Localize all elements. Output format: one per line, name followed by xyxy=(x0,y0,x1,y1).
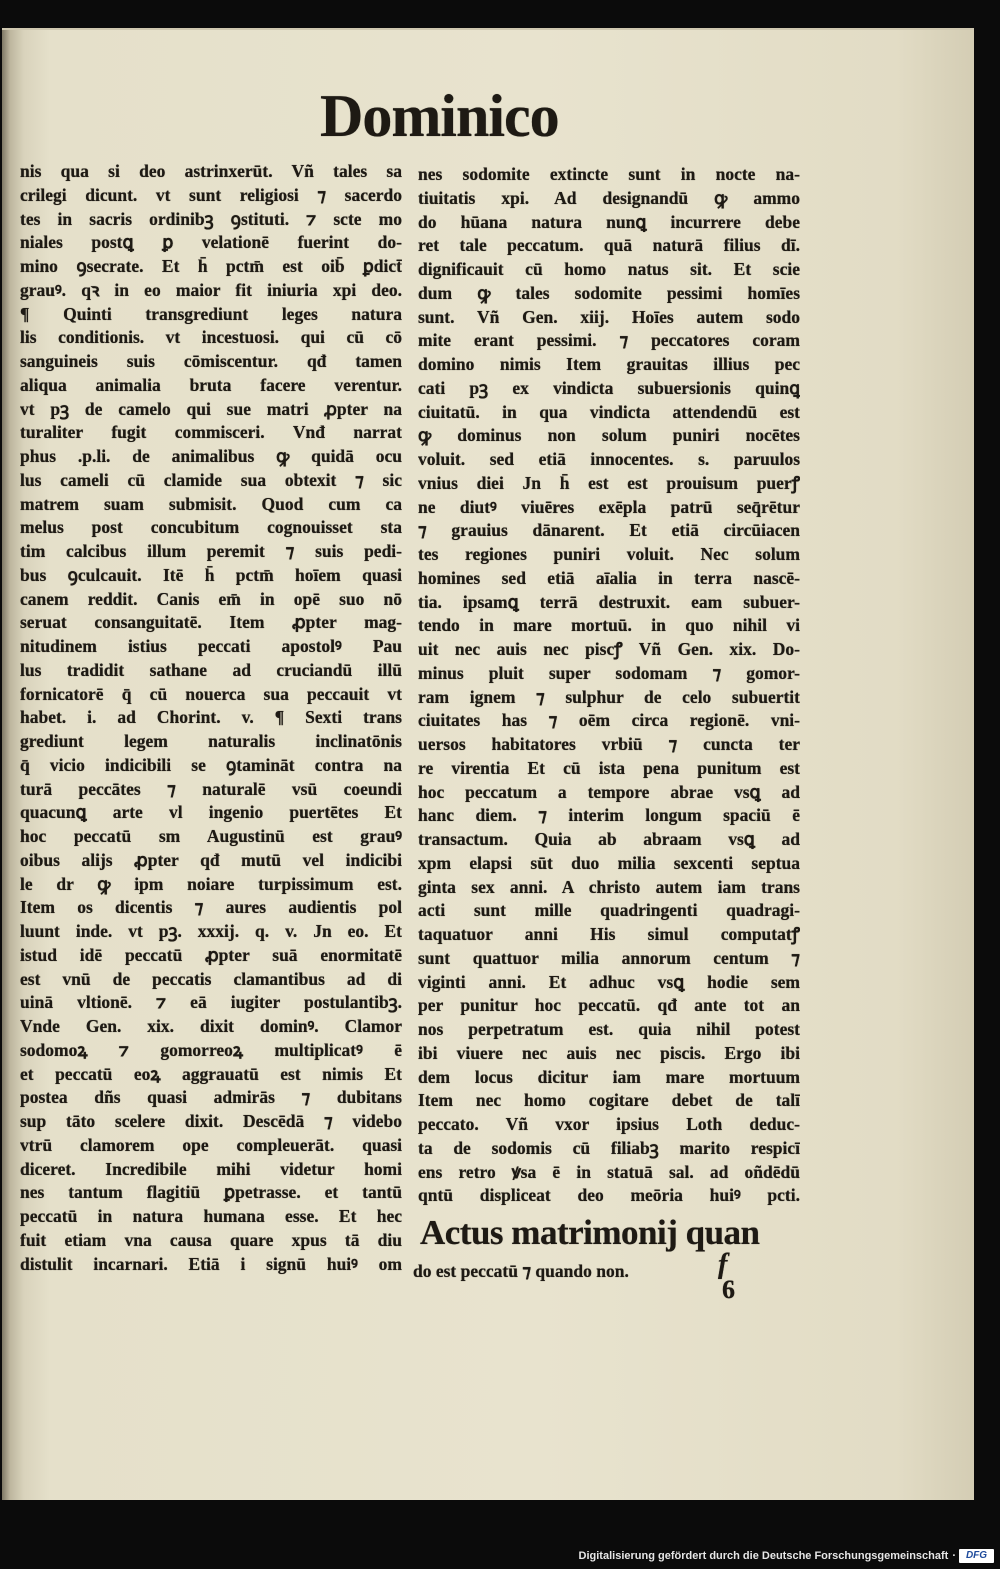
text-line: postea dñs quasi admirās ⁊ dubitans xyxy=(20,1087,402,1108)
text-line: lus tradidit sathane ad cruciandū illū xyxy=(20,659,402,680)
text-line: mite erant pessimi. ⁊ peccatores coram xyxy=(418,330,800,351)
text-line: hanc diem. ⁊ interim longum spaciū ē xyxy=(418,805,800,826)
text-line: nitudinem istius peccati apostolꝰ Pau xyxy=(20,636,402,656)
text-line: niales postꝗ ꝑ velationē fuerint do- xyxy=(20,232,402,253)
dfg-logo-icon: DFG xyxy=(959,1549,994,1563)
text-line: nis qua si deo astrinxerūt. Vñ tales sa xyxy=(20,161,402,181)
text-line: tes regiones puniri voluit. Nec solum xyxy=(418,544,800,564)
text-line: turaliter fugit commisceri. Vnđ narrat xyxy=(20,422,402,443)
text-line: ciuitatū. in qua vindicta attendendū est xyxy=(418,401,800,422)
text-line: diceret. Incredibile mihi videtur homi xyxy=(20,1158,402,1179)
text-line: transactum. Quia ab abraam vsꝗ ad xyxy=(418,829,800,849)
text-line: luunt inde. vt pꝫ. xxxij. q. v. Jn eo. Et xyxy=(20,921,402,941)
text-line: sup tāto scelere dixit. Descēdā ⁊ videbo xyxy=(20,1111,402,1131)
text-line: mino ꝯsecrate. Et h̄ pctm̄ est oib̄ ꝑdict̄ xyxy=(20,256,402,276)
running-head: Dominico xyxy=(320,83,559,149)
text-line: ne diutꝰ viuēres exēpla patrū seq̄rētur xyxy=(418,496,800,517)
text-line: ibi viuere nec auis nec piscis. Ergo ibi xyxy=(418,1042,800,1063)
text-line: crilegi dicunt. vt sunt religiosi ⁊ sacerdo xyxy=(20,184,402,205)
text-line: acti sunt mille quadringenti quadragi- xyxy=(418,900,800,921)
text-line: taquatuor anni His simul computatꝭ xyxy=(418,924,800,944)
text-line: melus post concubitum cognouisset sta xyxy=(20,517,402,538)
text-line: le dr ꝙ ipm noiare turpissimum est. xyxy=(20,873,402,894)
text-line: fornicatorē q̄ cū nouerca sua peccauit vt xyxy=(20,683,402,704)
text-line: et peccatū eoꝝ aggrauatū est nimis Et xyxy=(20,1063,402,1084)
text-line: Vnde Gen. xix. dixit dominꝰ. Clamor xyxy=(20,1016,402,1036)
text-line: peccato. Vñ vxor ipsius Loth deduc- xyxy=(418,1114,800,1134)
text-line: ⁊ grauius dānarent. Et etiā circūiacen xyxy=(418,520,800,541)
text-line: aliqua animalia bruta facere verentur. xyxy=(20,374,402,395)
text-line: lus cameli cū clamide sua obtexit ⁊ sic xyxy=(20,469,402,490)
text-line: matrem suam submisit. Quod cum ca xyxy=(20,493,402,514)
text-line: habet. i. ad Chorint. v. ¶ Sexti trans xyxy=(20,707,402,728)
text-line: tendo in mare mortuū. in quo nihil vi xyxy=(418,615,800,636)
text-line: tes in sacris ordinibꝫ ꝯstituti. ⁊ scte mo xyxy=(20,208,402,229)
text-line: turā peccātes ⁊ naturalē vsū coeundi xyxy=(20,778,402,799)
text-line: tim calcibus illum peremit ⁊ suis pedi- xyxy=(20,541,402,561)
text-line: dem locus dicitur iam mare mortuum xyxy=(418,1066,800,1087)
text-line: nos perpetratum est. quia nihil potest xyxy=(418,1019,800,1039)
text-line: do hūana natura nunꝗ incurrere debe xyxy=(418,211,800,232)
text-line: phus .p.li. de animalibus ꝙ quidā ocu xyxy=(20,446,402,466)
section-heading: Actus matrimonij quan xyxy=(420,1213,760,1252)
text-line: Item os dicentis ⁊ aures audientis pol xyxy=(20,897,402,918)
text-line: vt pꝫ de camelo qui sue matri ꝓpter na xyxy=(20,398,402,419)
text-line: hoc peccatū sm Augustinū est grauꝰ xyxy=(20,826,402,846)
text-line: per punitur hoc peccatū. qđ ante tot an xyxy=(418,995,800,1016)
text-line: uersos habitatores vrbiū ⁊ cuncta ter xyxy=(418,734,800,754)
text-line: ginta sex anni. A christo autem iam trans xyxy=(418,876,800,897)
text-line: distulit incarnari. Etiā i signū huiꝰ om xyxy=(20,1253,402,1274)
left-text-column xyxy=(20,160,402,1276)
section-heading-continuation: do est peccatū ⁊ quando non. xyxy=(413,1261,629,1281)
text-line: qntū displiceat deo meōria huiꝰ pcti. xyxy=(418,1185,800,1206)
text-line: ens retro ꝟsa ē in statuā sal. ad oñdēdū xyxy=(418,1161,800,1182)
funding-credit-separator: · xyxy=(952,1550,956,1562)
text-line: nes tantum flagitiū ꝑpetrasse. et tantū xyxy=(20,1182,402,1203)
text-line: voluit. sed etiā innocentes. s. paruulos xyxy=(418,449,800,469)
funding-credit xyxy=(579,1549,956,1563)
text-line: sunt quattuor milia annorum centum ⁊ xyxy=(418,947,800,968)
text-line: sanguineis suis cōmiscentur. qđ tamen xyxy=(20,351,402,371)
text-line: lis conditionis. vt incestuosi. qui cū cō xyxy=(20,327,402,348)
text-line: ¶ Quinti transgrediunt leges natura xyxy=(20,303,402,324)
text-line: grauꝰ. qꝛ in eo maior fit iniuria xpi deo. xyxy=(20,279,402,300)
text-line: tia. ipsamꝗ terrā destruxit. eam subuer- xyxy=(418,591,800,612)
text-line: re virentia Et cū ista pena punitum est xyxy=(418,757,800,778)
text-line: tiuitatis xpi. Ad designandū ꝙ ammo xyxy=(418,187,800,208)
book-page-scan xyxy=(2,28,974,1500)
text-line: peccatū in natura humana esse. Et hec xyxy=(20,1206,402,1226)
text-line: domino nimis Item grauitas illius pec xyxy=(418,354,800,374)
text-line: ciuitates has ⁊ oēm circa regionē. vni- xyxy=(418,710,800,731)
text-line: ta de sodomis cū filiabꝫ marito respicī xyxy=(418,1137,800,1158)
text-line: dignificauit cū homo natus sit. Et scie xyxy=(418,259,800,279)
text-line: seruat consanguitatē. Item ꝓpter mag- xyxy=(20,612,402,633)
text-line: fuit etiam vna causa quare xpus tā diu xyxy=(20,1229,402,1250)
text-line: nes sodomite extincte sunt in nocte na- xyxy=(418,164,800,184)
text-line: vnius diei Jn h̄ est est prouisum puerꝭ xyxy=(418,472,800,493)
text-line: bus ꝯculcauit. Itē h̄ pctm̄ hoīem quasi xyxy=(20,564,402,585)
text-line: dum ꝙ tales sodomite pessimi homīes xyxy=(418,282,800,303)
funding-credit-text: Digitalisierung gefördert durch die Deutsche Forschungsgemeinschaft xyxy=(578,1550,949,1562)
text-line: uinā vltionē. ⁊ eā iugiter postulantibꝫ. xyxy=(20,992,402,1013)
text-line: hoc peccatum a tempore abrae vsꝗ ad xyxy=(418,781,800,802)
text-line: homines sed etiā aīalia in terra nascē- xyxy=(418,567,800,588)
text-line: uit nec auis nec piscꝭ Vñ Gen. xix. Do- xyxy=(418,639,800,659)
text-line: minus pluit super sodomam ⁊ gomor- xyxy=(418,662,800,683)
signature-mark-letter: f xyxy=(718,1249,728,1280)
text-line: sunt. Vñ Gen. xiij. Hoīes autem sodo xyxy=(418,306,800,327)
text-line: oibus alijs ꝓpter qđ mutū vel indicibi xyxy=(20,849,402,870)
text-line: ꝙ dominus non solum puniri nocētes xyxy=(418,425,800,446)
text-line: canem reddit. Canis em̄ in opē suo nō xyxy=(20,588,402,609)
text-line: sodomoꝝ ⁊ gomorreoꝝ multiplicatꝰ ē xyxy=(20,1039,402,1060)
right-text-column xyxy=(418,163,800,1208)
text-line: istud idē peccatū ꝓpter suā enormitatē xyxy=(20,944,402,965)
signature-mark-number: 6 xyxy=(722,1275,735,1304)
text-line: q̄ vicio indicibili se ꝯtamināt contra na xyxy=(20,754,402,775)
text-line: vtrū clamorem ope compleuerāt. quasi xyxy=(20,1134,402,1155)
text-line: ram ignem ⁊ sulphur de celo subuertit xyxy=(418,686,800,707)
text-line: Item nec homo cogitare debet de talī xyxy=(418,1090,800,1111)
text-line: est vnū de peccatis clamantibus ad di xyxy=(20,968,402,989)
text-line: ret tale peccatum. quā naturā filius dī. xyxy=(418,235,800,256)
text-line: xpm elapsi sūt duo milia sexcenti septua xyxy=(418,852,800,873)
text-line: cati pꝫ ex vindicta subuersionis quinꝗ xyxy=(418,377,800,398)
text-line: quacunꝗ arte vl ingenio puertētes Et xyxy=(20,802,402,823)
text-line: viginti anni. Et adhuc vsꝗ hodie sem xyxy=(418,971,800,992)
text-line: grediunt legem naturalis inclinatōnis xyxy=(20,731,402,751)
